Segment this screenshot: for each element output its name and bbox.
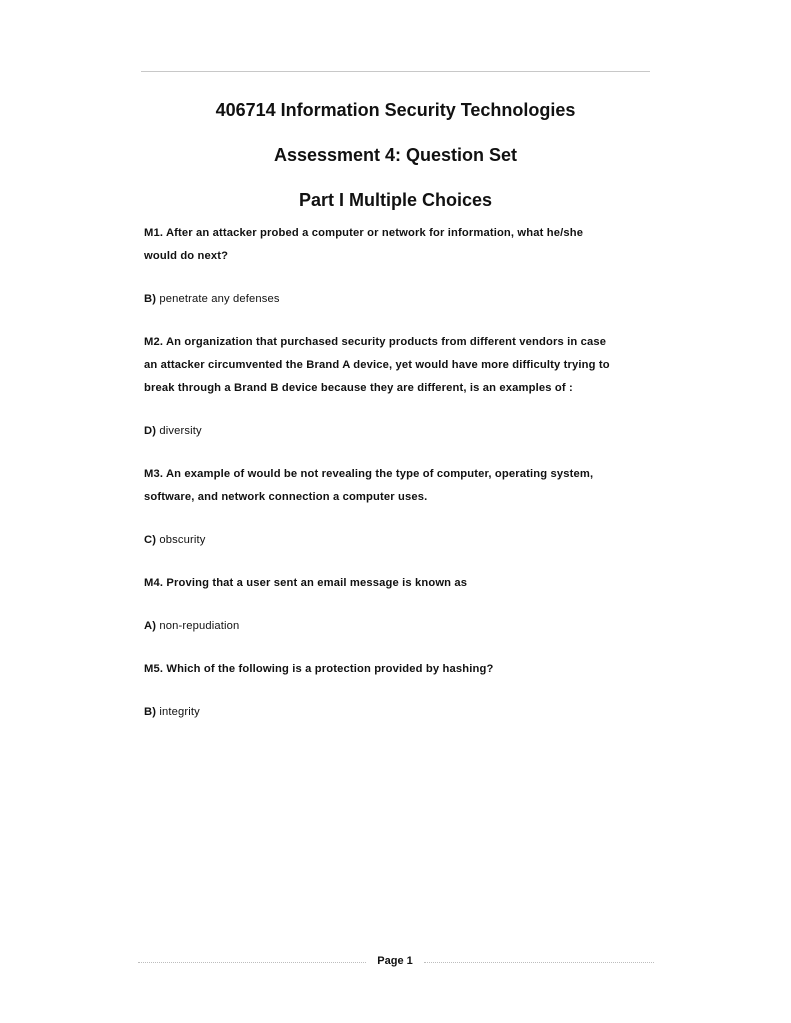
footer-divider-right — [424, 962, 654, 963]
part-title: Part I Multiple Choices — [298, 190, 493, 210]
answer-text: obscurity — [156, 534, 206, 546]
question-line: M2. An organization that purchased security products from different vendors in case — [144, 336, 607, 348]
question-block — [144, 463, 654, 572]
question-list — [144, 222, 654, 724]
question-line: software, and network connection a computer uses. — [144, 491, 428, 503]
question-line: M3. An example of would be not revealing the type of computer, operating system, — [144, 468, 594, 480]
question-line: M5. Which of the following is a protection provided by hashing? — [144, 663, 494, 675]
answer-line — [144, 701, 654, 724]
answer-line — [144, 615, 654, 638]
answer-line — [144, 529, 654, 552]
question-block — [144, 572, 654, 658]
course-title: 406714 Information Security Technologies — [215, 100, 576, 120]
answer-text: diversity — [156, 425, 202, 437]
answer-key: B) — [144, 706, 157, 718]
question-line: break through a Brand B device because they are different, is an examples of : — [144, 382, 573, 394]
answer-text: non-repudiation — [156, 620, 240, 632]
answer-text: integrity — [156, 706, 200, 718]
page-number: Page 1 — [377, 955, 413, 967]
answer-text: penetrate any defenses — [156, 293, 280, 305]
assessment-title: Assessment 4: Question Set — [273, 145, 518, 165]
question-line: M1. After an attacker probed a computer or network for information, what he/she — [144, 227, 584, 239]
answer-key: B) — [144, 293, 157, 305]
answer-line — [144, 288, 654, 311]
question-line: M4. Proving that a user sent an email message is known as — [144, 577, 468, 589]
answer-key: A) — [144, 620, 157, 632]
answer-key: D) — [144, 425, 157, 437]
answer-line — [144, 420, 654, 443]
question-block — [144, 658, 654, 724]
question-block — [144, 331, 654, 463]
question-block — [144, 222, 654, 331]
question-line: would do next? — [144, 250, 229, 262]
header-divider — [141, 71, 650, 72]
answer-key: C) — [144, 534, 157, 546]
question-line: an attacker circumvented the Brand A device, yet would have more difficulty trying to — [144, 359, 610, 371]
footer-divider-left — [138, 962, 366, 963]
